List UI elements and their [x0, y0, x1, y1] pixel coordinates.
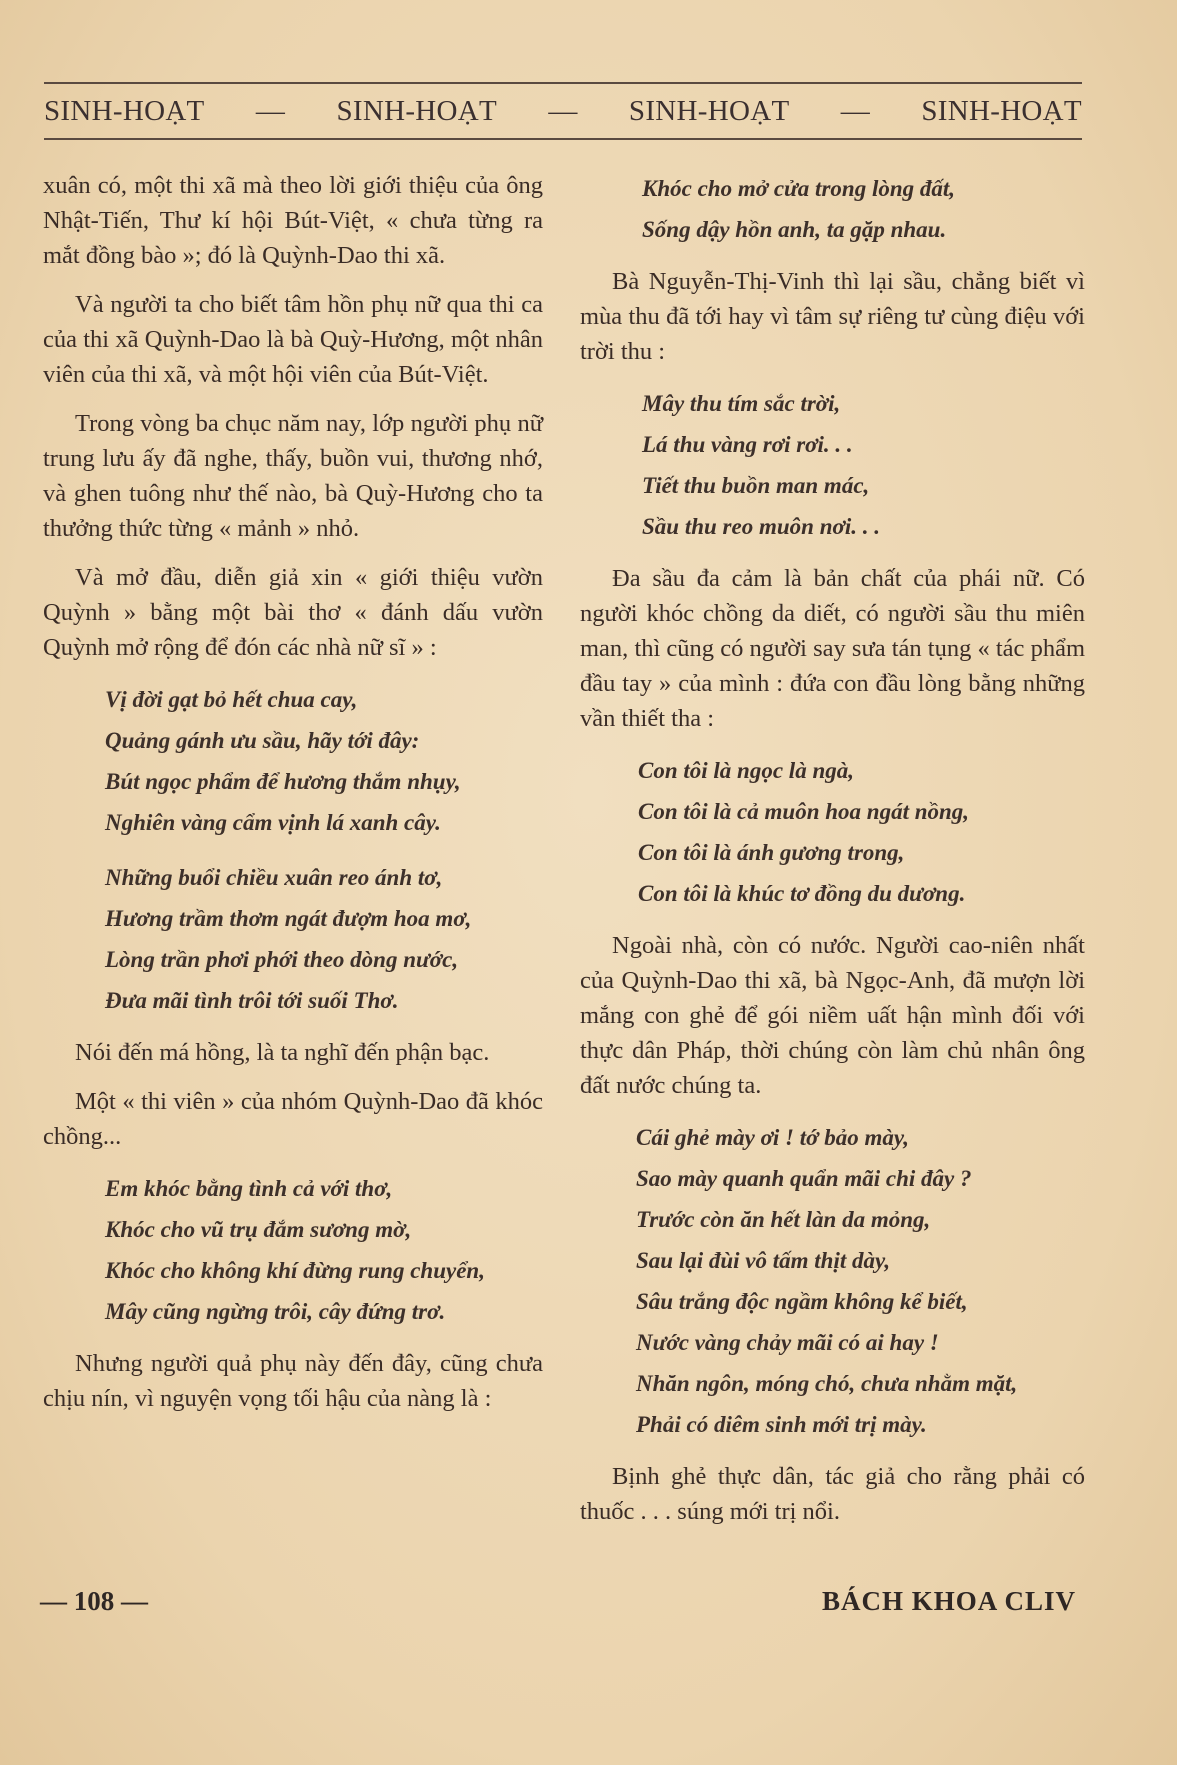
poem-stanza: [580, 750, 1085, 914]
verse-line: Quảng gánh ưu sầu, hãy tới đây:: [105, 728, 420, 753]
paragraph: Ngoài nhà, còn có nước. Người cao-niên nhất của Quỳnh-Dao thi xã, bà Ngọc-Anh, đã mượn lời mắng con ghẻ để gói niềm uất hận mình đối với thực dân Pháp, thời chúng còn làm chủ nhân ông đất nước chúng ta.: [580, 932, 1085, 1099]
verse-line: Sâu trắng độc ngầm không kể biết,: [636, 1289, 968, 1314]
verse-line: Bút ngọc phẩm để hương thắm nhụy,: [105, 769, 461, 794]
header-item: SINH-HOẠT: [628, 94, 790, 127]
running-header: [44, 82, 1082, 140]
header-dash: —: [548, 94, 578, 127]
verse-line: Nghiên vàng cẩm vịnh lá xanh cây.: [105, 810, 441, 835]
header-dash: —: [255, 94, 286, 127]
poem-stanza: [43, 679, 543, 843]
verse-line: Sau lại đùi vô tấm thịt dày,: [636, 1248, 891, 1273]
verse-line: Cái ghẻ mày ơi ! tớ bảo mày,: [636, 1125, 909, 1150]
poem-stanza: [580, 1117, 1085, 1445]
verse-line: Khóc cho không khí đừng rung chuyển,: [105, 1258, 485, 1283]
right-column: [580, 168, 1085, 1543]
verse-line: Con tôi là ánh gương trong,: [638, 840, 905, 865]
paragraph: Bịnh ghẻ thực dân, tác giả cho rằng phải có thuốc . . . súng mới trị nổi.: [580, 1463, 1085, 1525]
poem-stanza: [43, 1168, 543, 1332]
verse-line: Con tôi là ngọc là ngà,: [638, 758, 854, 783]
paragraph: Nói đến má hồng, là ta nghĩ đến phận bạc.: [75, 1039, 490, 1066]
page-footer: [40, 1586, 1080, 1626]
verse-line: Sầu thu reo muôn nơi. . .: [642, 514, 880, 539]
poem-stanza: [580, 383, 1085, 547]
paragraph: xuân có, một thi xã mà theo lời giới thiệu của ông Nhật-Tiến, Thư kí hội Bút-Việt, « chưa từng ra mắt đồng bào »; đó là Quỳnh-Dao thi xã.: [43, 172, 543, 269]
verse-line: Nước vàng chảy mãi có ai hay !: [636, 1330, 939, 1355]
header-dash: —: [840, 94, 871, 127]
paragraph: Và mở đầu, diễn giả xin « giới thiệu vườn Quỳnh » bằng một bài thơ « đánh dấu vườn Quỳnh mở rộng để đón các nhà nữ sĩ » :: [43, 564, 543, 661]
verse-line: Sống dậy hồn anh, ta gặp nhau.: [642, 217, 947, 242]
poem-stanza: [43, 857, 543, 1021]
left-column: [43, 168, 543, 1430]
paragraph: Bà Nguyễn-Thị-Vinh thì lại sầu, chẳng biết vì mùa thu đã tới hay vì tâm sự riêng tư cùng điệu với trời thu :: [580, 268, 1085, 365]
verse-line: Đưa mãi tình trôi tới suối Thơ.: [105, 988, 399, 1013]
paragraph: Một « thi viên » của nhóm Quỳnh-Dao đã khóc chồng...: [43, 1088, 543, 1150]
verse-line: Khóc cho mở cửa trong lòng đất,: [642, 176, 956, 201]
verse-line: Những buổi chiều xuân reo ánh tơ,: [105, 865, 443, 890]
paragraph: Đa sầu đa cảm là bản chất của phái nữ. Có người khóc chồng da diết, có người sầu thu miên man, thì cũng có người say sưa tán tụng « tác phẩm đầu tay » của mình : đứa con đầu lòng bằng những vần thiết tha :: [580, 565, 1085, 732]
verse-line: Khóc cho vũ trụ đắm sương mờ,: [105, 1217, 412, 1242]
verse-line: Phải có diêm sinh mới trị mày.: [636, 1412, 927, 1437]
verse-line: Hương trầm thơm ngát đượm hoa mơ,: [105, 906, 472, 931]
verse-line: Em khóc bằng tình cả với thơ,: [105, 1176, 393, 1201]
verse-line: Lá thu vàng rơi rơi. . .: [642, 432, 853, 457]
paragraph: Nhưng người quả phụ này đến đây, cũng chưa chịu nín, vì nguyện vọng tối hậu của nàng là :: [43, 1350, 543, 1412]
verse-line: Lòng trần phơi phới theo dòng nước,: [105, 947, 459, 972]
page-number: — 108 —: [40, 1586, 148, 1616]
paragraph: Trong vòng ba chục năm nay, lớp người phụ nữ trung lưu ấy đã nghe, thấy, buồn vui, thương nhớ, và ghen tuông như thế nào, bà Quỳ-Hương cho ta thưởng thức từng « mảnh » nhỏ.: [43, 410, 543, 542]
verse-line: Con tôi là cả muôn hoa ngát nồng,: [638, 799, 970, 824]
verse-line: Vị đời gạt bỏ hết chua cay,: [105, 687, 358, 712]
verse-line: Con tôi là khúc tơ đồng du dương.: [638, 881, 966, 906]
header-item: SINH-HOẠT: [44, 94, 205, 127]
verse-line: Nhăn ngôn, móng chó, chưa nhằm mặt,: [636, 1371, 1018, 1396]
header-item: SINH-HOẠT: [921, 94, 1082, 127]
paragraph: Và người ta cho biết tâm hồn phụ nữ qua thi ca của thi xã Quỳnh-Dao là bà Quỳ-Hương, một nhân viên của thi xã, và một hội viên của Bút-Việt.: [43, 291, 543, 388]
verse-line: Mây thu tím sắc trời,: [642, 391, 841, 416]
poem-stanza: [580, 168, 1085, 250]
header-item: SINH-HOẠT: [336, 94, 498, 127]
verse-line: Trước còn ăn hết làn da mỏng,: [636, 1207, 931, 1232]
verse-line: Tiết thu buồn man mác,: [642, 473, 870, 498]
verse-line: Mây cũng ngừng trôi, cây đứng trơ.: [105, 1299, 446, 1324]
magazine-title: BÁCH KHOA CLIV: [821, 1586, 1076, 1616]
verse-line: Sao mày quanh quẩn mãi chi đây ?: [636, 1166, 972, 1191]
